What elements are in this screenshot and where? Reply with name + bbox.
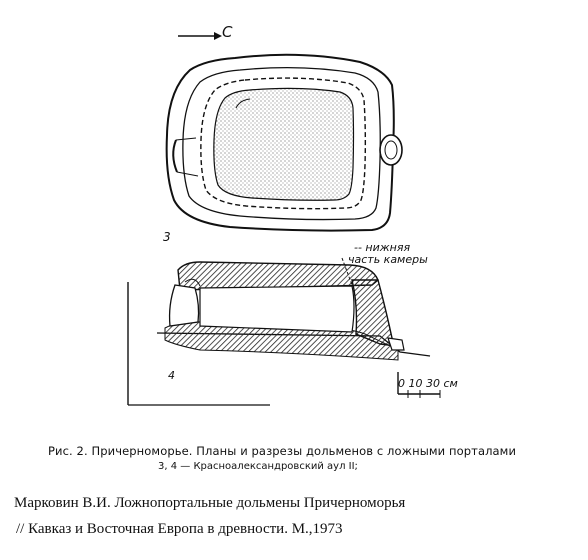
scale-label: 0 10 30 см bbox=[398, 377, 458, 390]
section-number: 4 bbox=[168, 369, 175, 382]
reference-line-2: // Кавказ и Восточная Европа в древности. М.,1973 bbox=[16, 521, 343, 537]
legend-line-2: часть камеры bbox=[348, 253, 428, 266]
north-label: С bbox=[222, 23, 233, 41]
porthole-stopper bbox=[380, 135, 402, 165]
plan-number: 3 bbox=[163, 230, 171, 244]
section-left-wall bbox=[170, 285, 199, 326]
north-arrow bbox=[178, 32, 222, 40]
section-chamber bbox=[200, 286, 354, 332]
dolmen-section bbox=[128, 258, 430, 405]
figure-caption: Рис. 2. Причерноморье. Планы и разрезы дольменов с ложными порталами bbox=[48, 444, 517, 458]
legend-line-1: -- нижняя bbox=[354, 241, 411, 254]
dolmen-plan bbox=[167, 55, 402, 231]
figure-subcaption: 3, 4 — Красноалександровский аул II; bbox=[158, 461, 358, 472]
plan-chamber-floor bbox=[214, 88, 354, 200]
reference-line-1: Марковин В.И. Ложнопортальные дольмены Причерноморья bbox=[14, 495, 406, 511]
